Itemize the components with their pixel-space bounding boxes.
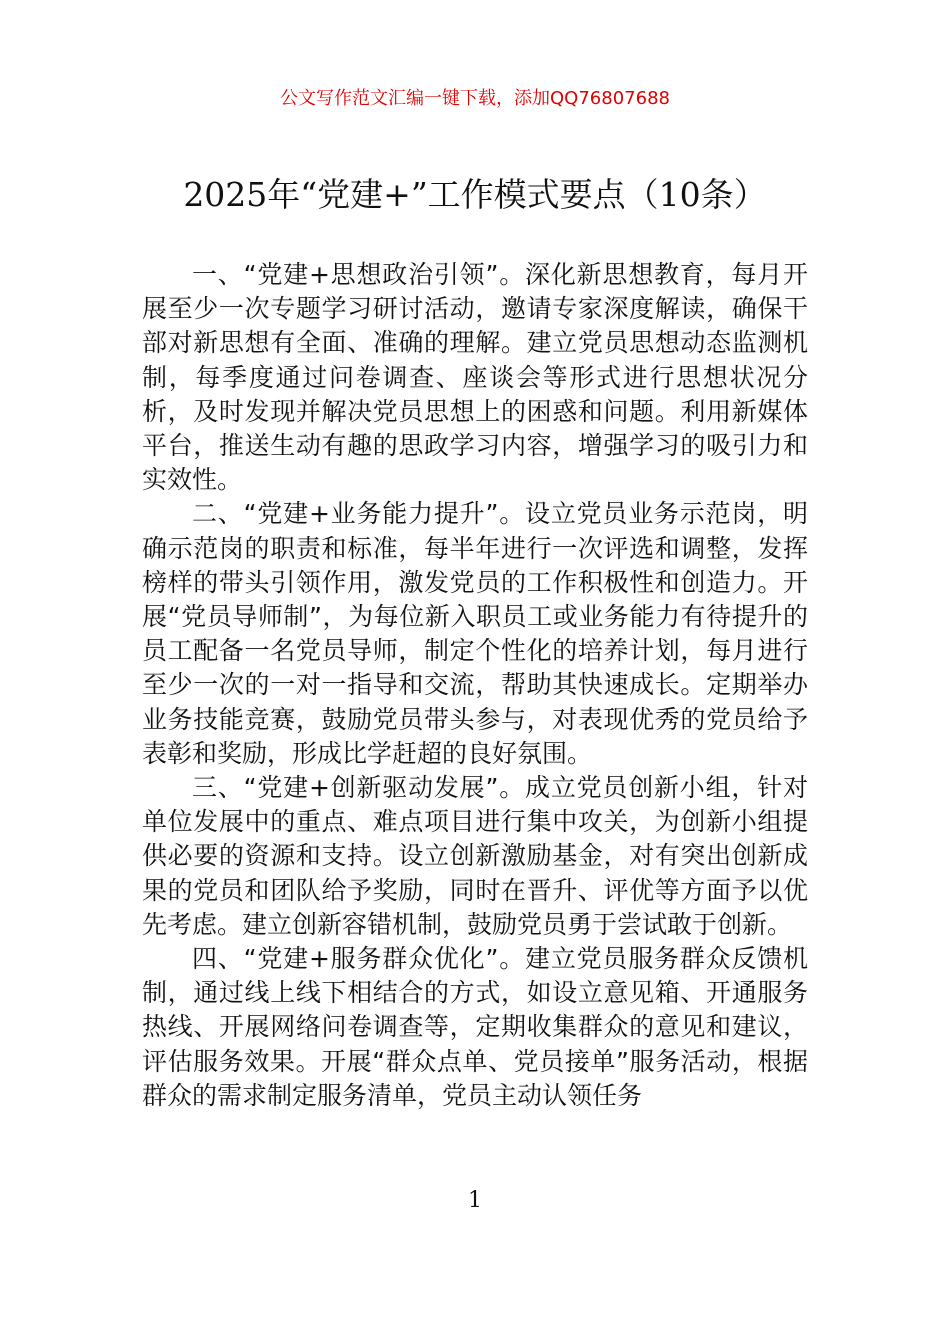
download-promo-note: 公文写作范文汇编一键下载，添加QQ76807688 <box>280 88 670 109</box>
paragraph-ideological-guidance: 一、“党建+思想政治引领”。深化新思想教育，每月开展至少一次专题学习研讨活动，邀请专家深度解读，确保干部对新思想有全面、准确的理解。建立党员思想动态监测机制，每季度通过问卷调查、座谈会等形式进行思想状况分析，及时发现并解决党员思想上的困惑和问题。利用新媒体平台，推送生动有趣的思政学习内容，增强学习的吸引力和实效性。 <box>142 260 808 495</box>
document-body <box>142 258 808 1113</box>
paragraph-innovation-driven: 三、“党建+创新驱动发展”。成立党员创新小组，针对单位发展中的重点、难点项目进行集中攻关，为创新小组提供必要的资源和支持。设立创新激励基金，对有突出创新成果的党员和团队给予奖励，同时在晋升、评优等方面予以优先考虑。建立创新容错机制，鼓励党员勇于尝试敢于创新。 <box>142 773 808 939</box>
document-title: 2025年“党建+”工作模式要点（10条） <box>183 175 767 214</box>
paragraph-business-ability: 二、“党建+业务能力提升”。设立党员业务示范岗，明确示范岗的职责和标准，每半年进行一次评选和调整，发挥榜样的带头引领作用，激发党员的工作积极性和创造力。开展“党员导师制”，为每位新入职员工或业务能力有待提升的员工配备一名党员导师，制定个性化的培养计划，每月进行至少一次的一对一指导和交流，帮助其快速成长。定期举办业务技能竞赛，鼓励党员带头参与，对表现优秀的党员给予表彰和奖励，形成比学赶超的良好氛围。 <box>142 499 808 768</box>
page-number: 1 <box>468 1188 482 1213</box>
paragraph-service-optimization: 四、“党建+服务群众优化”。建立党员服务群众反馈机制，通过线上线下相结合的方式，如设立意见箱、开通服务热线、开展网络问卷调查等，定期收集群众的意见和建议，评估服务效果。开展“群众点单、党员接单”服务活动，根据群众的需求制定服务清单，党员主动认领任务 <box>142 944 808 1110</box>
